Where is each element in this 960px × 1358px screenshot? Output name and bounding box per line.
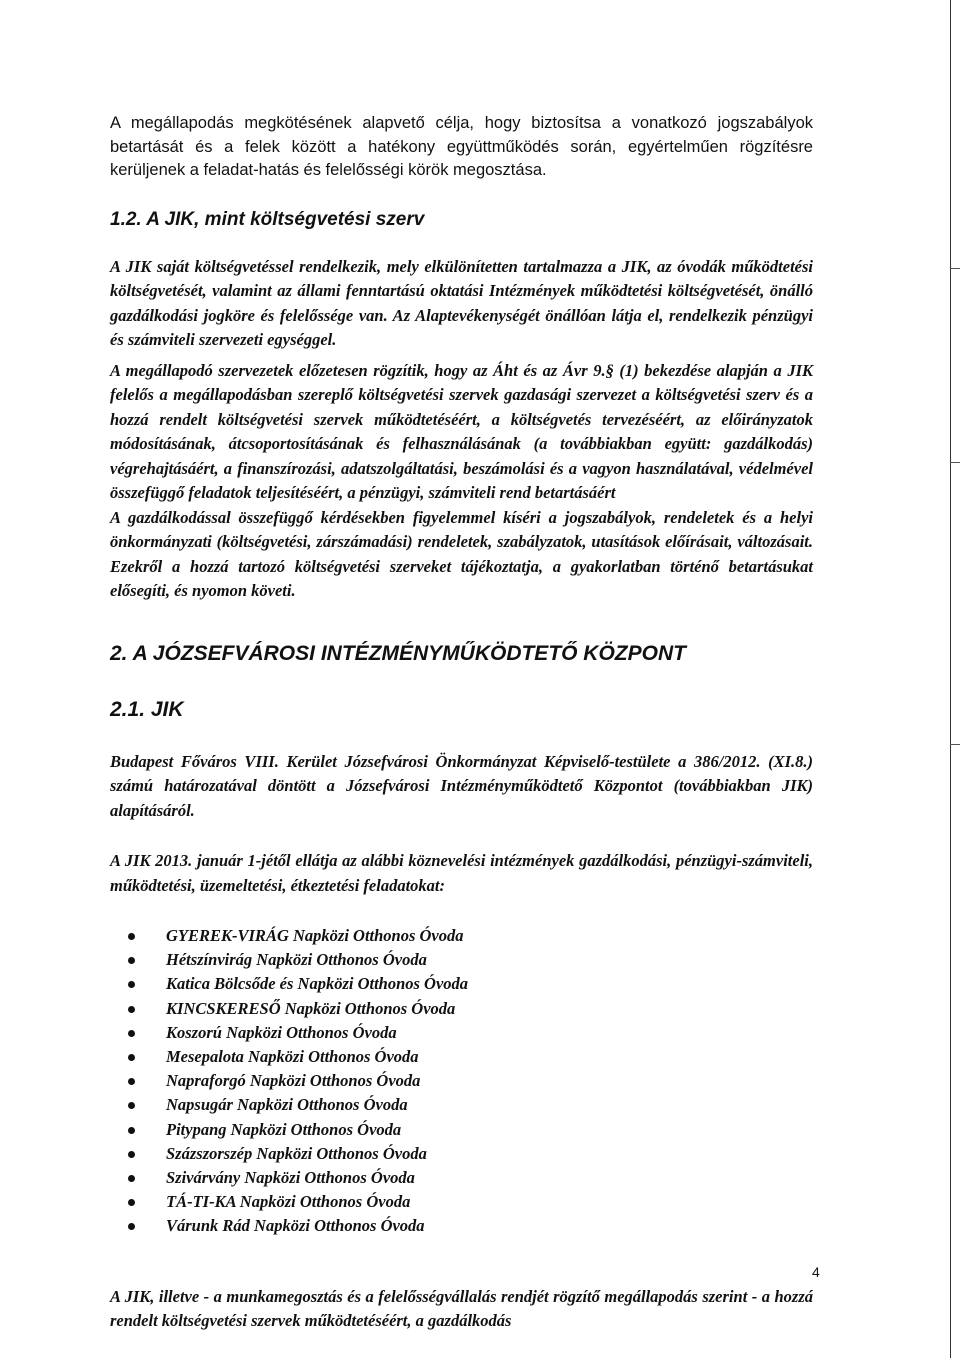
bullet-icon xyxy=(128,1223,135,1230)
section-2-1-paragraph-1: Budapest Főváros VIII. Kerület Józsefvárosi Önkormányzat Képviselő-testülete a 386/2012. (XI.8.) számú határozatával döntött a Józsefvárosi Intézményműködtető Központot (továbbiakban JIK) alapításáról. xyxy=(110,751,813,820)
bullet-icon xyxy=(128,1102,135,1109)
closing-paragraph: A JIK, illetve - a munkamegosztás és a felelősségvállalás rendjét rögzítő megállapodás szerint - a hozzá rendelt költségvetési szervek működtetéséért, a gazdálkodás xyxy=(110,1286,813,1331)
bullet-icon xyxy=(128,1199,135,1206)
list-item: Katica Bölcsőde és Napközi Otthonos Óvoda xyxy=(128,972,813,996)
section-2-1-heading: 2.1. JIK xyxy=(110,697,184,721)
list-item: Napraforgó Napközi Otthonos Óvoda xyxy=(128,1069,813,1093)
school-list xyxy=(110,924,813,1239)
list-item: TÁ-TI-KA Napközi Otthonos Óvoda xyxy=(128,1190,813,1214)
margin-tick xyxy=(950,744,960,745)
margin-tick xyxy=(950,462,960,463)
bullet-icon xyxy=(128,1127,135,1134)
document-body xyxy=(110,112,813,1334)
margin-tick xyxy=(950,268,960,269)
page-number: 4 xyxy=(812,1264,820,1280)
bullet-icon xyxy=(128,1175,135,1182)
list-item: Napsugár Napközi Otthonos Óvoda xyxy=(128,1093,813,1117)
bullet-icon xyxy=(128,1078,135,1085)
scan-edge-line xyxy=(950,0,951,1358)
list-item: Szivárvány Napközi Otthonos Óvoda xyxy=(128,1166,813,1190)
list-item: Várunk Rád Napközi Otthonos Óvoda xyxy=(128,1214,813,1238)
list-item: Pitypang Napközi Otthonos Óvoda xyxy=(128,1118,813,1142)
list-item: KINCSKERESŐ Napközi Otthonos Óvoda xyxy=(128,997,813,1021)
section-1-2-heading: 1.2. A JIK, mint költségvetési szerv xyxy=(110,208,425,230)
bullet-icon xyxy=(128,1054,135,1061)
bullet-icon xyxy=(128,933,135,940)
list-item: Hétszínvirág Napközi Otthonos Óvoda xyxy=(128,948,813,972)
bullet-icon xyxy=(128,1030,135,1037)
section-2-1-paragraph-2: A JIK 2013. január 1-jétől ellátja az alábbi köznevelési intézmények gazdálkodási, pénzügyi-számviteli, működtetési, üzemeltetési, étkeztetési feladatokat: xyxy=(110,851,813,895)
bullet-icon xyxy=(128,957,135,964)
intro-paragraph: A megállapodás megkötésének alapvető célja, hogy biztosítsa a vonatkozó jogszabályok betartását és a felek között a hatékony együttműködés során, egyértelműen rögzítésre kerüljenek a feladat-hatás és felelősségi körök megosztása. xyxy=(110,114,813,179)
bullet-icon xyxy=(128,981,135,988)
section-1-2-paragraph-1: A JIK saját költségvetéssel rendelkezik, mely elkülönítetten tartalmazza a JIK, az óvodák működtetési költségvetését, valamint az állami fenntartású oktatási Intézmények működtetési költségvetését, önálló gazdálkodási jogköre és felelőssége van. Az Alaptevékenységét önállóan látja el, rendelkezik pénzügyi és számviteli szervezeti egységgel. xyxy=(110,256,813,349)
list-item: GYEREK-VIRÁG Napközi Otthonos Óvoda xyxy=(128,924,813,948)
list-item: Mesepalota Napközi Otthonos Óvoda xyxy=(128,1045,813,1069)
list-item: Koszorú Napközi Otthonos Óvoda xyxy=(128,1021,813,1045)
section-1-2-paragraph-3: A gazdálkodással összefüggő kérdésekben figyelemmel kíséri a jogszabályok, rendeletek és a helyi önkormányzati (költségvetési, zárszámadási) rendeletek, szabályzatok, utasítások előírásait, változásait. Ezekről a hozzá tartozó költségvetési szerveket tájékoztatja, a gyakorlatban történő betartásukat elősegíti, és nyomon követi. xyxy=(110,507,813,600)
bullet-icon xyxy=(128,1151,135,1158)
bullet-icon xyxy=(128,1006,135,1013)
list-item: Százszorszép Napközi Otthonos Óvoda xyxy=(128,1142,813,1166)
section-2-heading: 2. A JÓZSEFVÁROSI INTÉZMÉNYMŰKÖDTETŐ KÖZPONT xyxy=(110,641,686,665)
section-1-2-paragraph-2: A megállapodó szervezetek előzetesen rögzítik, hogy az Áht és az Ávr 9.§ (1) bekezdése alapján a JIK felelős a megállapodásban szereplő költségvetési szervek gazdasági szervezet a költségvetési szerv és a hozzá rendelt költségvetési szervek működtetéséért, a költségvetés tervezéséért, az előirányzatok módosításának, átcsoportosításának és felhasználásának (a továbbiakban együtt: gazdálkodás) végrehajtásáért, a finanszírozási, adatszolgáltatási, beszámolási és a vagyon használatával, védelmével összefüggő feladatok teljesítéséért, a pénzügyi, számviteli rend betartásáért xyxy=(110,360,813,502)
